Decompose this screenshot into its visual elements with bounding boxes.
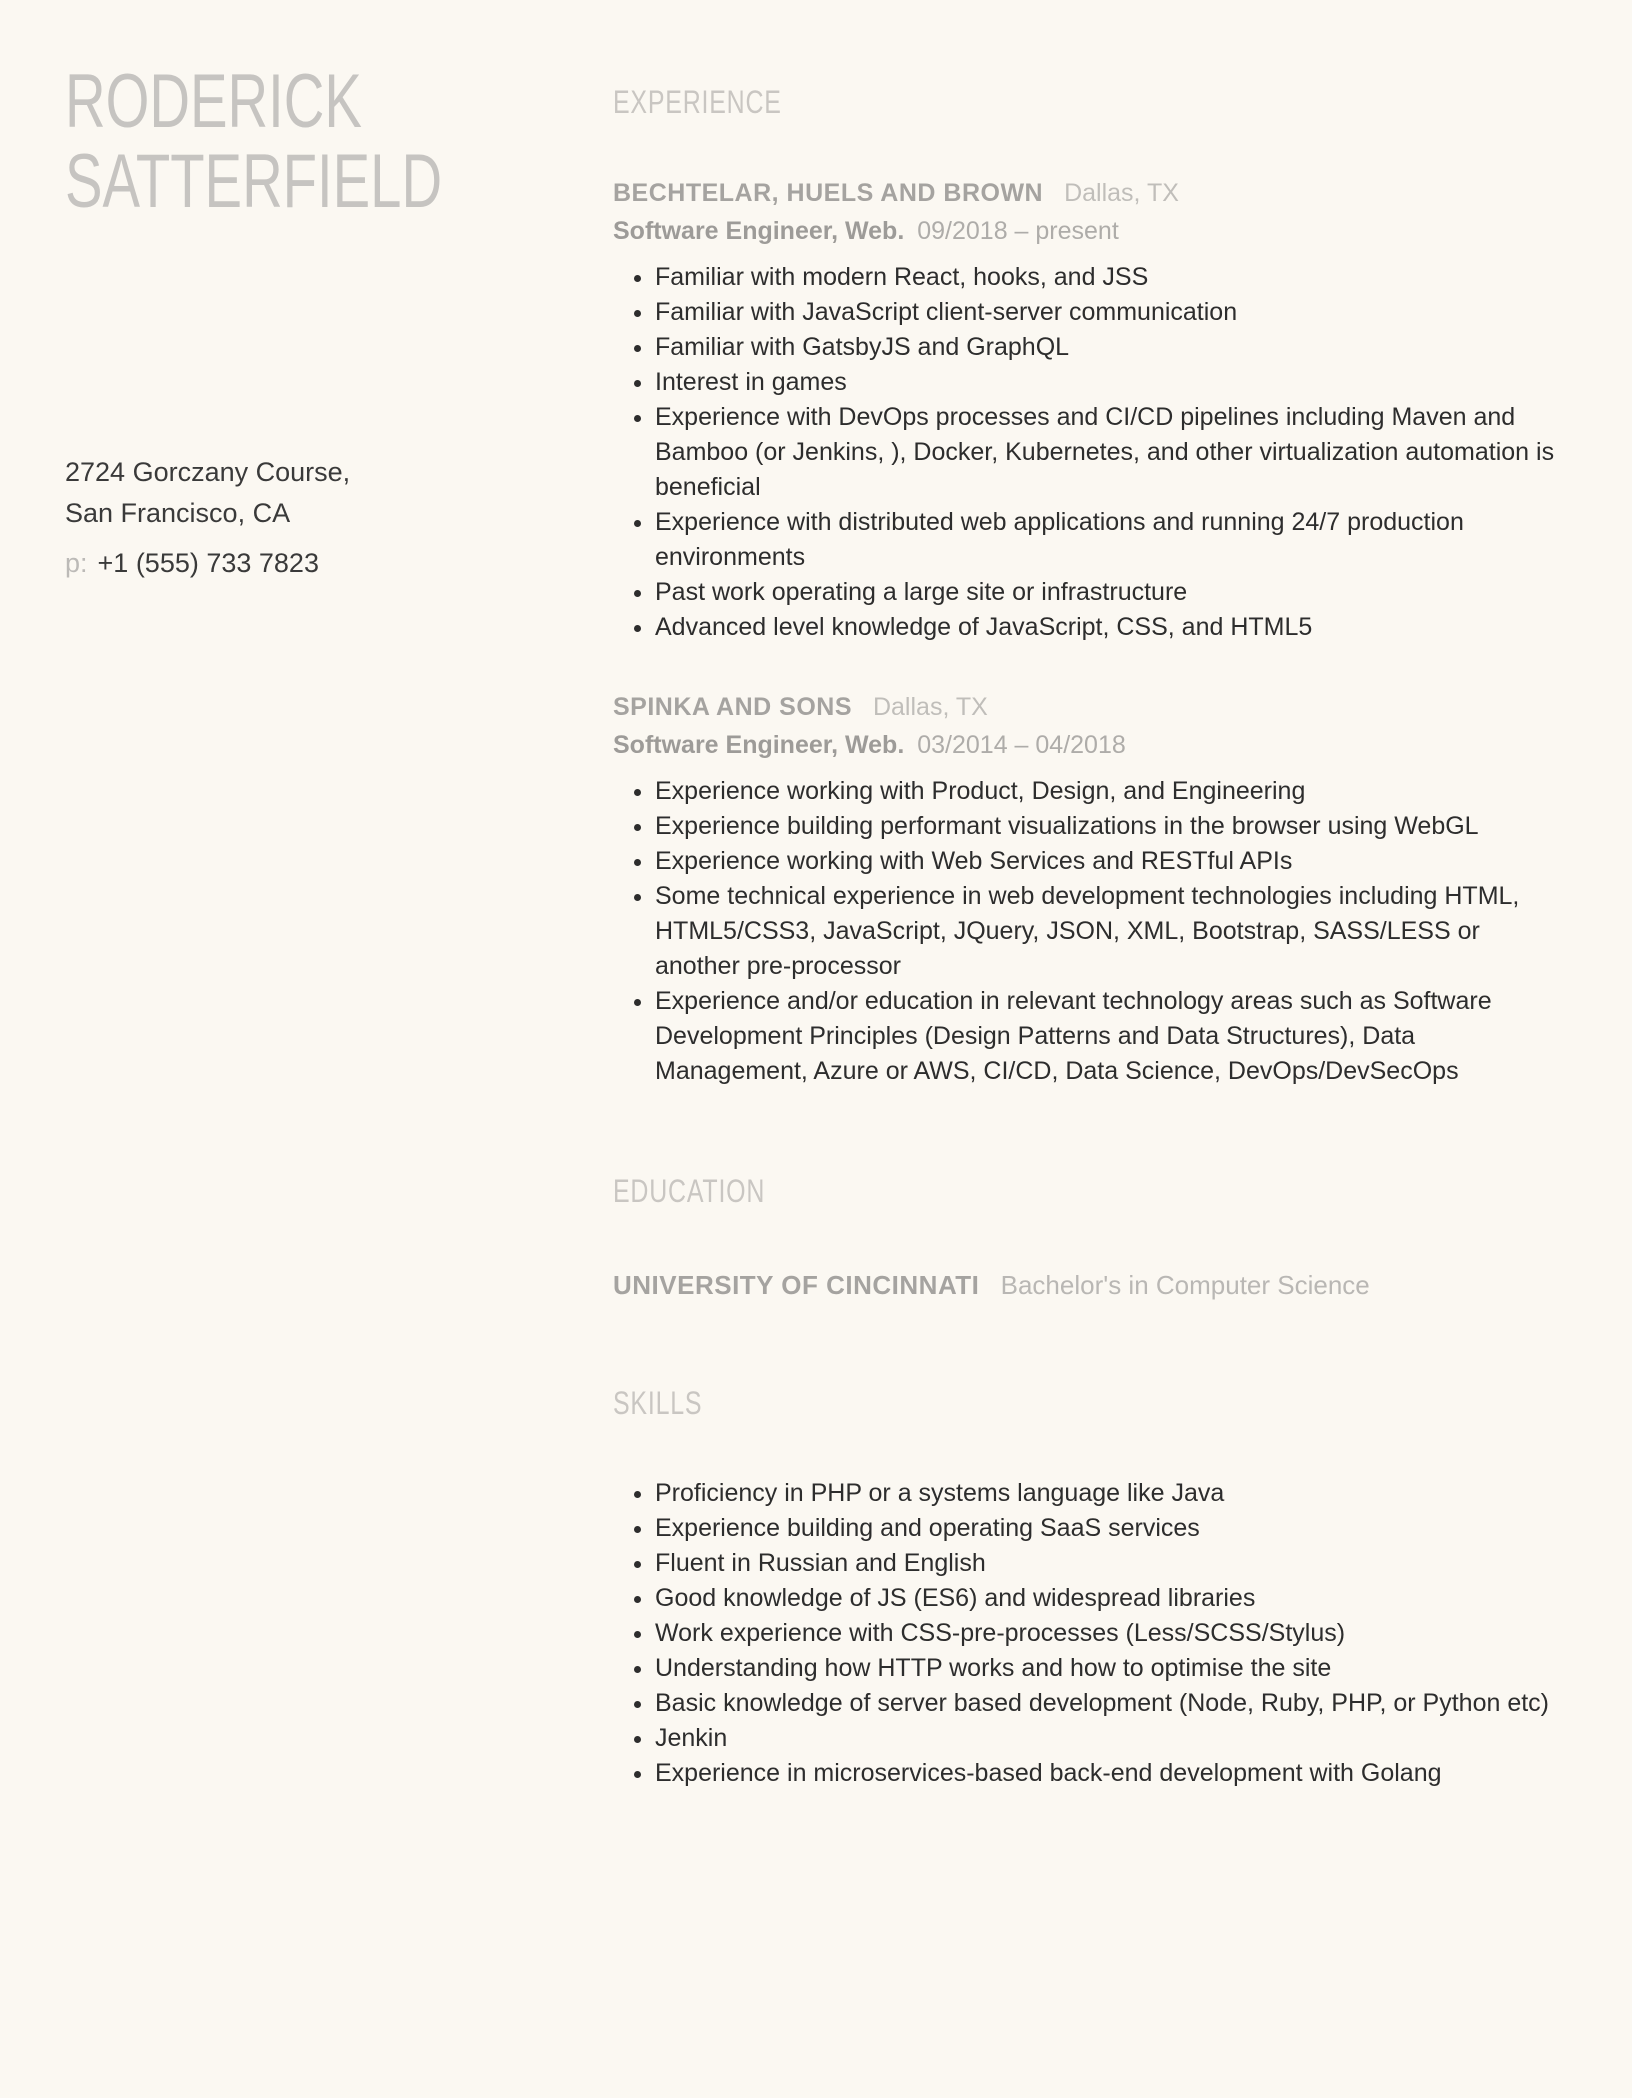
address-line1: 2724 Gorczany Course, xyxy=(65,457,351,487)
candidate-name xyxy=(65,59,575,224)
job-bullet: • Familiar with modern React, hooks, and JSS xyxy=(655,260,1565,295)
company-location: Dallas, TX xyxy=(1064,179,1179,207)
job-bullet: • Experience working with Web Services and RESTful APIs xyxy=(655,844,1565,879)
skill-item: • Basic knowledge of server based development (Node, Ruby, PHP, or Python etc) xyxy=(655,1686,1565,1721)
candidate-name-line1: RODERICK xyxy=(65,59,362,144)
education-section xyxy=(613,1173,1565,1301)
job-bullet: • Interest in games xyxy=(655,365,1565,400)
job-bullet: • Experience and/or education in relevant technology areas such as Software Development Principles (Design Patterns and Data Structures), Data Management, Azure or AWS, CI/CD, Data Science, DevOps/DevSecOps xyxy=(655,984,1565,1089)
job-title-line xyxy=(613,731,1565,760)
job-header xyxy=(613,179,1565,208)
job-bullet: • Experience building performant visualizations in the browser using WebGL xyxy=(655,809,1565,844)
education-entry xyxy=(613,1270,1565,1301)
main-content xyxy=(613,84,1565,1791)
job-dates: 03/2014 – 04/2018 xyxy=(917,731,1126,759)
address-block xyxy=(65,452,350,534)
phone-number: +1 (555) 733 7823 xyxy=(97,548,319,578)
skill-item: • Experience in microservices-based back-end development with Golang xyxy=(655,1756,1565,1791)
job-bullet: • Past work operating a large site or infrastructure xyxy=(655,575,1565,610)
skills-section xyxy=(613,1385,1565,1791)
skills-list xyxy=(613,1476,1565,1791)
job-title: Software Engineer, Web. xyxy=(613,731,905,759)
job-bullet: • Experience working with Product, Design, and Engineering xyxy=(655,774,1565,809)
job-entry-bechtelar xyxy=(613,179,1565,645)
skill-item: • Work experience with CSS-pre-processes (Less/SCSS/Stylus) xyxy=(655,1616,1565,1651)
address-line2: San Francisco, CA xyxy=(65,498,291,528)
company-name: SPINKA AND SONS xyxy=(613,693,853,721)
skill-item: • Experience building and operating SaaS services xyxy=(655,1511,1565,1546)
job-bullet-list xyxy=(613,260,1565,645)
company-name: BECHTELAR, HUELS AND BROWN xyxy=(613,179,1044,207)
skill-item: • Understanding how HTTP works and how to optimise the site xyxy=(655,1651,1565,1686)
skill-item: • Jenkin xyxy=(655,1721,1565,1756)
skill-item: • Proficiency in PHP or a systems language like Java xyxy=(655,1476,1565,1511)
job-bullet: • Familiar with JavaScript client-server communication xyxy=(655,295,1565,330)
skills-heading: SKILLS xyxy=(613,1385,703,1421)
phone-block xyxy=(65,548,319,579)
education-heading: EDUCATION xyxy=(613,1173,766,1209)
job-bullet: • Advanced level knowledge of JavaScript, CSS, and HTML5 xyxy=(655,610,1565,645)
experience-heading: EXPERIENCE xyxy=(613,84,782,120)
skill-item: • Good knowledge of JS (ES6) and widespread libraries xyxy=(655,1581,1565,1616)
school-name: UNIVERSITY OF CINCINNATI xyxy=(613,1270,980,1300)
skill-item: • Fluent in Russian and English xyxy=(655,1546,1565,1581)
job-bullet: • Familiar with GatsbyJS and GraphQL xyxy=(655,330,1565,365)
company-location: Dallas, TX xyxy=(872,693,988,721)
job-title: Software Engineer, Web. xyxy=(613,217,905,245)
job-title-line xyxy=(613,217,1565,246)
degree-name: Bachelor's in Computer Science xyxy=(1000,1270,1370,1300)
job-bullet: • Some technical experience in web development technologies including HTML, HTML5/CSS3, JavaScript, JQuery, JSON, XML, Bootstrap, SASS/LESS or another pre-processor xyxy=(655,879,1565,984)
job-bullet: • Experience with DevOps processes and CI/CD pipelines including Maven and Bamboo (or Jenkins, ), Docker, Kubernetes, and other virtualization automation is beneficial xyxy=(655,400,1565,505)
phone-label: p: xyxy=(65,548,88,578)
job-bullet-list xyxy=(613,774,1565,1089)
candidate-name-line2: SATTERFIELD xyxy=(65,139,443,224)
job-bullet: • Experience with distributed web applications and running 24/7 production environments xyxy=(655,505,1565,575)
job-header xyxy=(613,693,1565,722)
job-entry-spinka xyxy=(613,693,1565,1089)
job-dates: 09/2018 – present xyxy=(917,217,1119,245)
experience-section xyxy=(613,84,1565,1089)
